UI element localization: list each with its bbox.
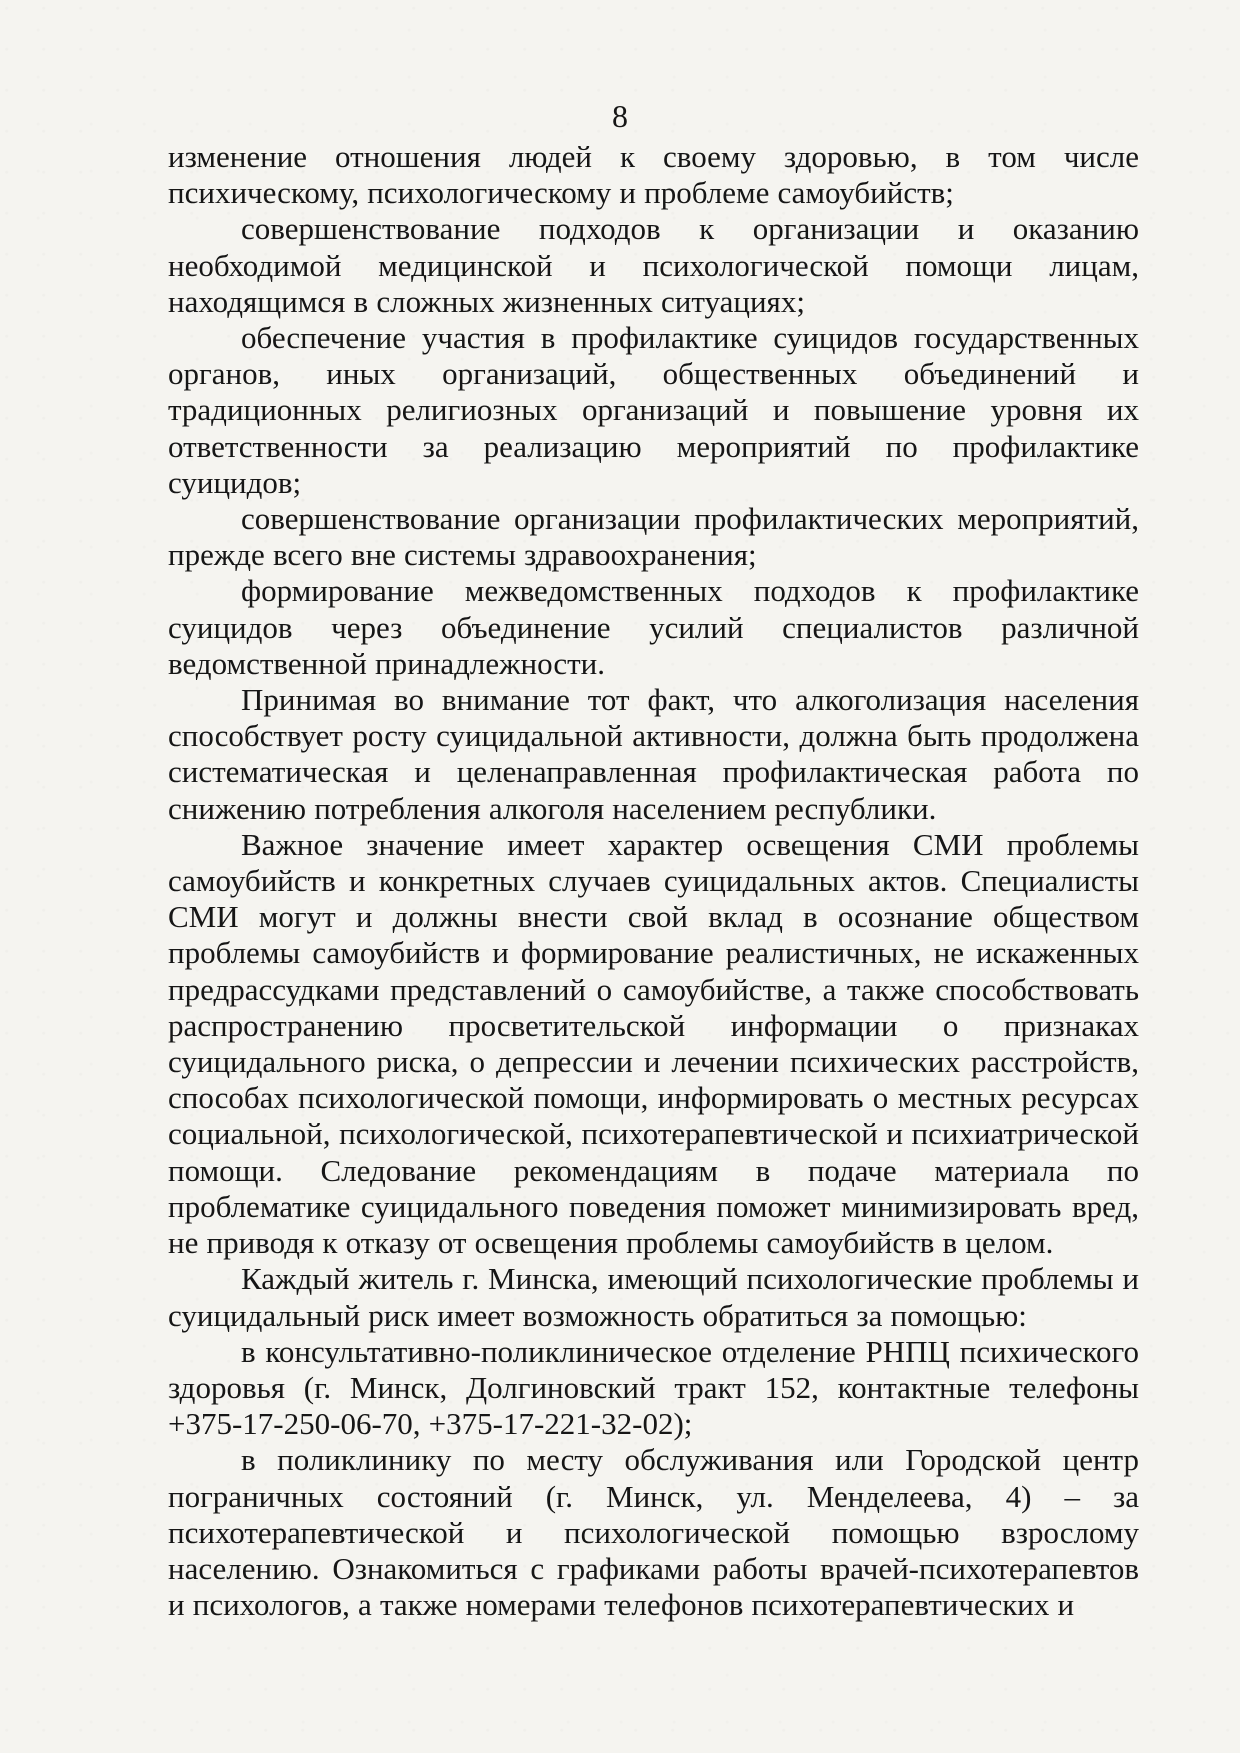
paragraph-9: в консультативно-поликлиническое отделение РНПЦ психического здоровья (г. Минск, Долгиновский тракт 152, контактные телефоны +375-17-250-06-70, +375-17-221-32-02); [168, 1333, 1139, 1442]
paragraph-4: совершенствование организации профилактических мероприятий, прежде всего вне системы здравоохранения; [168, 501, 1139, 573]
paragraph-3: обеспечение участия в профилактике суицидов государственных органов, иных организаций, общественных объединений и традиционных религиозных организаций и повышение уровня их ответственности за реализацию мероприятий по профилактике суицидов; [168, 320, 1139, 500]
paragraph-2: совершенствование подходов к организации и оказанию необходимой медицинской и психологической помощи лицам, находящимся в сложных жизненных ситуациях; [168, 211, 1139, 319]
document-body [168, 139, 1139, 1623]
paragraph-1: изменение отношения людей к своему здоровью, в том числе психическому, психологическому и проблеме самоубийств; [168, 139, 1139, 211]
paragraph-5: формирование межведомственных подходов к профилактике суицидов через объединение усилий специалистов различной ведомственной принадлежности. [168, 573, 1139, 681]
paragraph-10: в поликлинику по месту обслуживания или Городской центр пограничных состояний (г. Минск, ул. Менделеева, 4) – за психотерапевтической и психологической помощью взрослому населению. Ознакомиться с графиками работы врачей-психотерапевтов и психологов, а также номерами телефонов психотерапевтических и [168, 1442, 1139, 1623]
page-number: 8 [612, 98, 628, 134]
paragraph-8: Каждый житель г. Минска, имеющий психологические проблемы и суицидальный риск имеет возможность обратиться за помощью: [168, 1261, 1139, 1333]
paragraph-7: Важное значение имеет характер освещения СМИ проблемы самоубийств и конкретных случаев суицидальных актов. Специалисты СМИ могут и должны внести свой вклад в осознание обществом проблемы самоубийств и формирование реалистичных, не искаженных предрассудками представлений о самоубийстве, а также способствовать распространению просветительской информации о признаках суицидального риска, о депрессии и лечении психических расстройств, способах психологической помощи, информировать о местных ресурсах социальной, психологической, психотерапевтической и психиатрической помощи. Следование рекомендациям в подаче материала по проблематике суицидального поведения поможет минимизировать вред, не приводя к отказу от освещения проблемы самоубийств в целом. [168, 826, 1139, 1261]
paragraph-6: Принимая во внимание тот факт, что алкоголизация населения способствует росту суицидальной активности, должна быть продолжена систематическая и целенаправленная профилактическая работа по снижению потребления алкоголя населением республики. [168, 682, 1139, 826]
